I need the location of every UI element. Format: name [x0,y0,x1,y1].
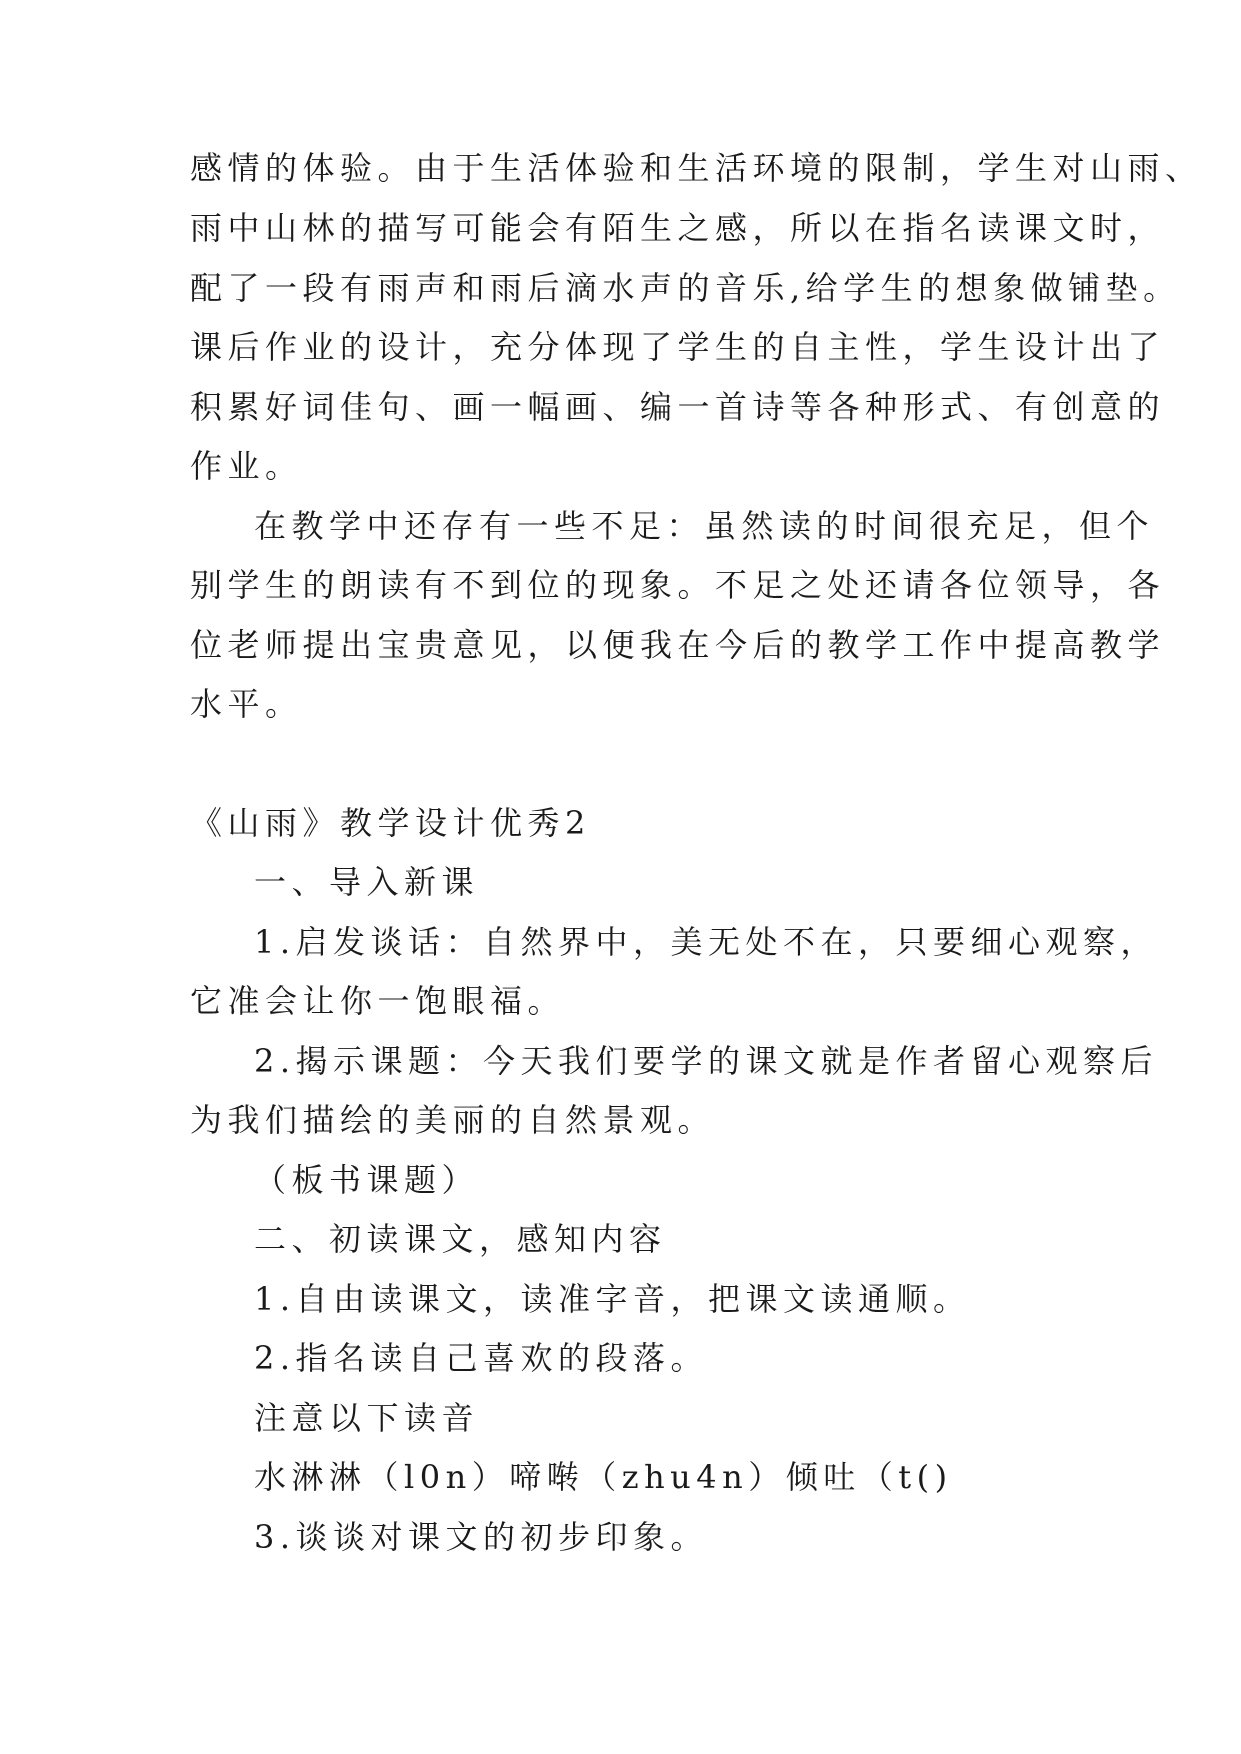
text-line: 位老师提出宝贵意见，以便我在今后的教学工作中提高教学 [190,626,1166,664]
text-line: 2.指名读自己喜欢的段落。 [254,1339,709,1377]
text-line: 配了一段有雨声和雨后滴水声的音乐,给学生的想象做铺垫。 [190,269,1181,307]
paragraph-first-line: 2.揭示课题：今天我们要学的课文就是作者留心观察后 [254,1042,1159,1080]
paragraph-first-line: 在教学中还存有一些不足：虽然读的时间很充足，但个 [254,507,1155,545]
text-line: 它准会让你一饱眼福。 [190,982,566,1020]
text-line: （板书课题） [254,1161,480,1199]
text-line: 积累好词佳句、画一幅画、编一首诗等各种形式、有创意的 [190,388,1166,426]
section-title: 《山雨》教学设计优秀2 [190,804,591,842]
section-heading: 二、初读课文，感知内容 [254,1220,667,1258]
section-heading: 一、导入新课 [254,863,480,901]
text-line: 别学生的朗读有不到位的现象。不足之处还请各位领导，各 [190,566,1166,604]
text-line: 水淋淋（l0n）啼啭（zhu4n）倾吐（t() [254,1458,953,1496]
text-line: 3.谈谈对课文的初步印象。 [254,1518,709,1556]
text-line: 水平。 [190,685,303,723]
paragraph-first-line: 1.启发谈话：自然界中，美无处不在，只要细心观察， [254,923,1159,961]
text-line: 为我们描绘的美丽的自然景观。 [190,1101,716,1139]
text-line: 注意以下读音 [254,1399,480,1437]
text-line: 课后作业的设计，充分体现了学生的自主性，学生设计出了 [190,328,1166,366]
text-line: 感情的体验。由于生活体验和生活环境的限制，学生对山雨、 [190,149,1203,187]
text-line: 1.自由读课文，读准字音，把课文读通顺。 [254,1280,971,1318]
text-line: 作业。 [190,447,303,485]
text-line: 雨中山林的描写可能会有陌生之感，所以在指名读课文时， [190,209,1166,247]
